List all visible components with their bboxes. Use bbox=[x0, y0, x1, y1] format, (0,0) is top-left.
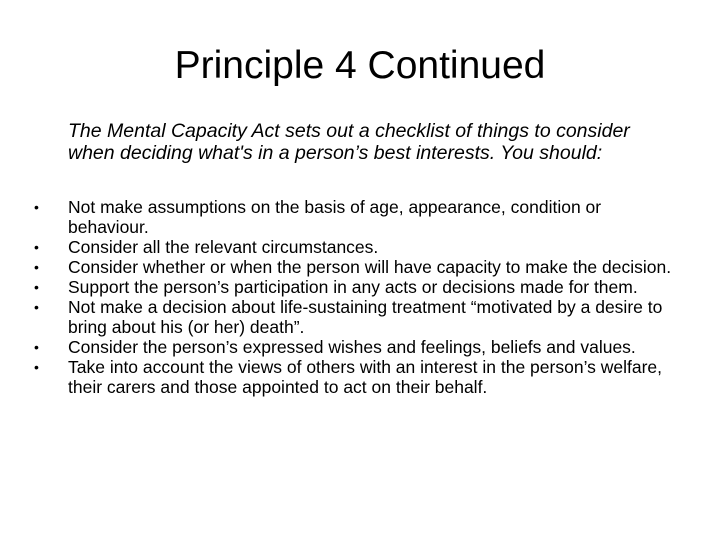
bullet-icon: • bbox=[34, 279, 39, 295]
bullet-item bbox=[34, 277, 674, 297]
bullet-list bbox=[34, 197, 674, 397]
bullet-icon: • bbox=[34, 239, 39, 255]
bullet-text: Consider all the relevant circumstances. bbox=[68, 237, 379, 257]
intro-text: The Mental Capacity Act sets out a checklist of things to consider when deciding what's in a person’s best interests. You should: bbox=[68, 120, 630, 164]
bullet-item bbox=[34, 257, 674, 277]
bullet-text: Not make a decision about life-sustaining treatment “motivated by a desire to bring about his (or her) death”. bbox=[68, 297, 663, 337]
bullet-item bbox=[34, 337, 674, 357]
bullet-icon: • bbox=[34, 359, 39, 375]
bullet-item bbox=[34, 237, 674, 257]
bullet-item bbox=[34, 357, 674, 397]
bullet-text: Consider whether or when the person will have capacity to make the decision. bbox=[68, 257, 672, 277]
bullet-icon: • bbox=[34, 299, 39, 315]
bullet-item bbox=[34, 297, 674, 337]
bullet-text: Support the person’s participation in any acts or decisions made for them. bbox=[68, 277, 638, 297]
bullet-text: Take into account the views of others with an interest in the person’s welfare, their carers and those appointed to act on their behalf. bbox=[68, 357, 663, 397]
bullet-text: Consider the person’s expressed wishes and feelings, beliefs and values. bbox=[68, 337, 636, 357]
slide-title: Principle 4 Continued bbox=[174, 44, 546, 87]
bullet-icon: • bbox=[34, 339, 39, 355]
bullet-icon: • bbox=[34, 199, 39, 215]
bullet-text: Not make assumptions on the basis of age, appearance, condition or behaviour. bbox=[68, 197, 602, 237]
bullet-icon: • bbox=[34, 259, 39, 275]
bullet-item bbox=[34, 197, 674, 237]
